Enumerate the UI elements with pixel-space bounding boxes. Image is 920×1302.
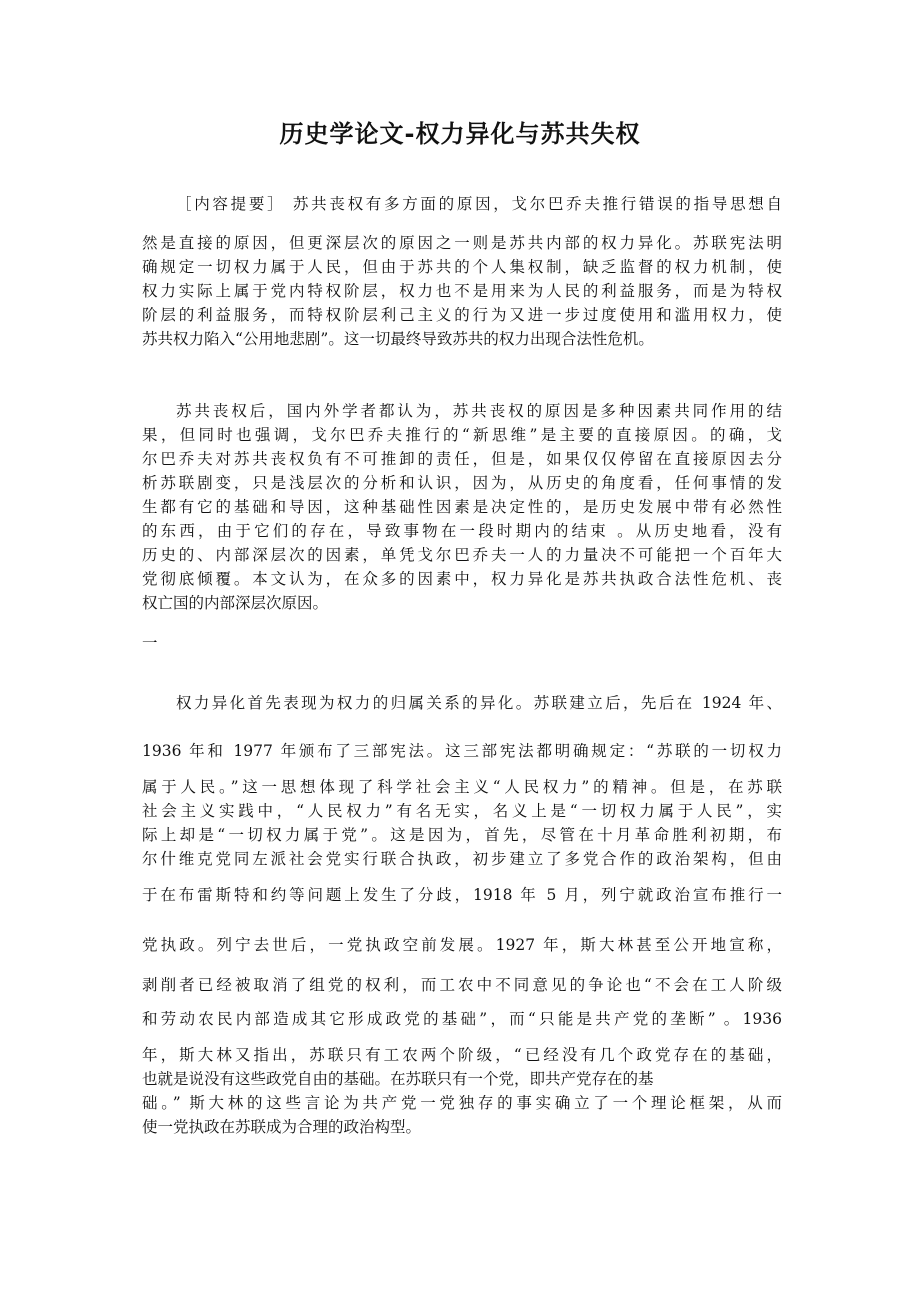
intro-line: 苏共丧权后，国内外学者都认为，苏共丧权的原因是多种因素共同作用的结	[176, 402, 782, 420]
section1-line: 础。” 斯大林的这些言论为共产党一党独存的事实确立了一个理论框架，从而	[142, 1094, 782, 1112]
section1-line: 于在布雷斯特和约等问题上发生了分歧，1918 年 5 月，列宁就政治宣布推行一	[142, 886, 782, 904]
abstract-line: 苏共权力陷入“公用地悲剧”。这一切最终导致苏共的权力出现合法性危机。	[142, 330, 654, 348]
intro-line: 尔巴乔夫对苏共丧权负有不可推卸的责任，但是，如果仅仅停留在直接原因去分	[142, 450, 782, 468]
section1-line: 剥削者已经被取消了组党的权利，而工农中不同意见的争论也“不会在工人阶级	[142, 976, 782, 994]
intro-line: 历史的、内部深层次的因素，单凭戈尔巴乔夫一人的力量决不可能把一个百年大	[142, 546, 782, 564]
abstract-line: ［内容提要］ 苏共丧权有多方面的原因，戈尔巴乔夫推行错误的指导思想自	[176, 195, 782, 213]
intro-line: 的东西，由于它们的存在，导致事物在一段时期内的结束 。从历史地看，没有	[142, 522, 782, 540]
section1-line: 使一党执政在苏联成为合理的政治构型。	[142, 1118, 422, 1136]
section1-line: 属于人民。”这一思想体现了科学社会主义“人民权力”的精神。但是，在苏联	[142, 778, 782, 796]
intro-line: 析苏联剧变，只是浅层次的分析和认识，因为，从历史的角度看，任何事情的发	[142, 474, 782, 492]
abstract-line: 阶层的利益服务，而特权阶层利己主义的行为又进一步过度使用和滥用权力，使	[142, 306, 782, 324]
abstract-line: 权力实际上属于党内特权阶层，权力也不是用来为人民的利益服务，而是为特权	[142, 282, 782, 300]
document-title: 历史学论文-权力异化与苏共失权	[279, 120, 641, 148]
section1-line: 党执政。列宁去世后，一党执政空前发展。1927 年，斯大林甚至公开地宣称，	[142, 936, 782, 954]
intro-line: 果，但同时也强调，戈尔巴乔夫推行的“新思维”是主要的直接原因。的确，戈	[142, 426, 782, 444]
section1-line: 年，斯大林又指出，苏联只有工农两个阶级，“已经没有几个政党存在的基础，	[142, 1046, 782, 1064]
intro-line: 党彻底倾覆。本文认为，在众多的因素中，权力异化是苏共执政合法性危机、丧	[142, 570, 782, 588]
section1-line: 社会主义实践中，“人民权力”有名无实，名义上是“一切权力属于人民”，实	[142, 802, 782, 820]
abstract-line: 确规定一切权力属于人民，但由于苏共的个人集权制，缺乏监督的权力机制，使	[142, 258, 782, 276]
section1-line: 权力异化首先表现为权力的归属关系的异化。苏联建立后，先后在 1924 年、	[176, 694, 782, 712]
intro-line: 生都有它的基础和导因，这种基础性因素是决定性的，是历史发展中带有必然性	[142, 498, 782, 516]
abstract-line: 然是直接的原因，但更深层次的原因之一则是苏共内部的权力异化。苏联宪法明	[142, 234, 782, 252]
section1-line: 尔什维克党同左派社会党实行联合执政，初步建立了多党合作的政治架构，但由	[142, 850, 782, 868]
section1-line: 1936 年和 1977 年颁布了三部宪法。这三部宪法都明确规定：“苏联的一切权力	[142, 742, 782, 760]
intro-line: 权亡国的内部深层次原因。	[142, 594, 329, 612]
section1-line: 也就是说没有这些政党自由的基础。在苏联只有一个党，即共产党存在的基	[142, 1070, 654, 1088]
section-marker: 一	[142, 634, 158, 652]
section1-line: 际上却是“一切权力属于党”。这是因为，首先，尽管在十月革命胜利初期，布	[142, 826, 782, 844]
section1-line: 和劳动农民内部造成其它形成政党的基础”，而“只能是共产党的垄断” 。1936	[142, 1010, 782, 1028]
